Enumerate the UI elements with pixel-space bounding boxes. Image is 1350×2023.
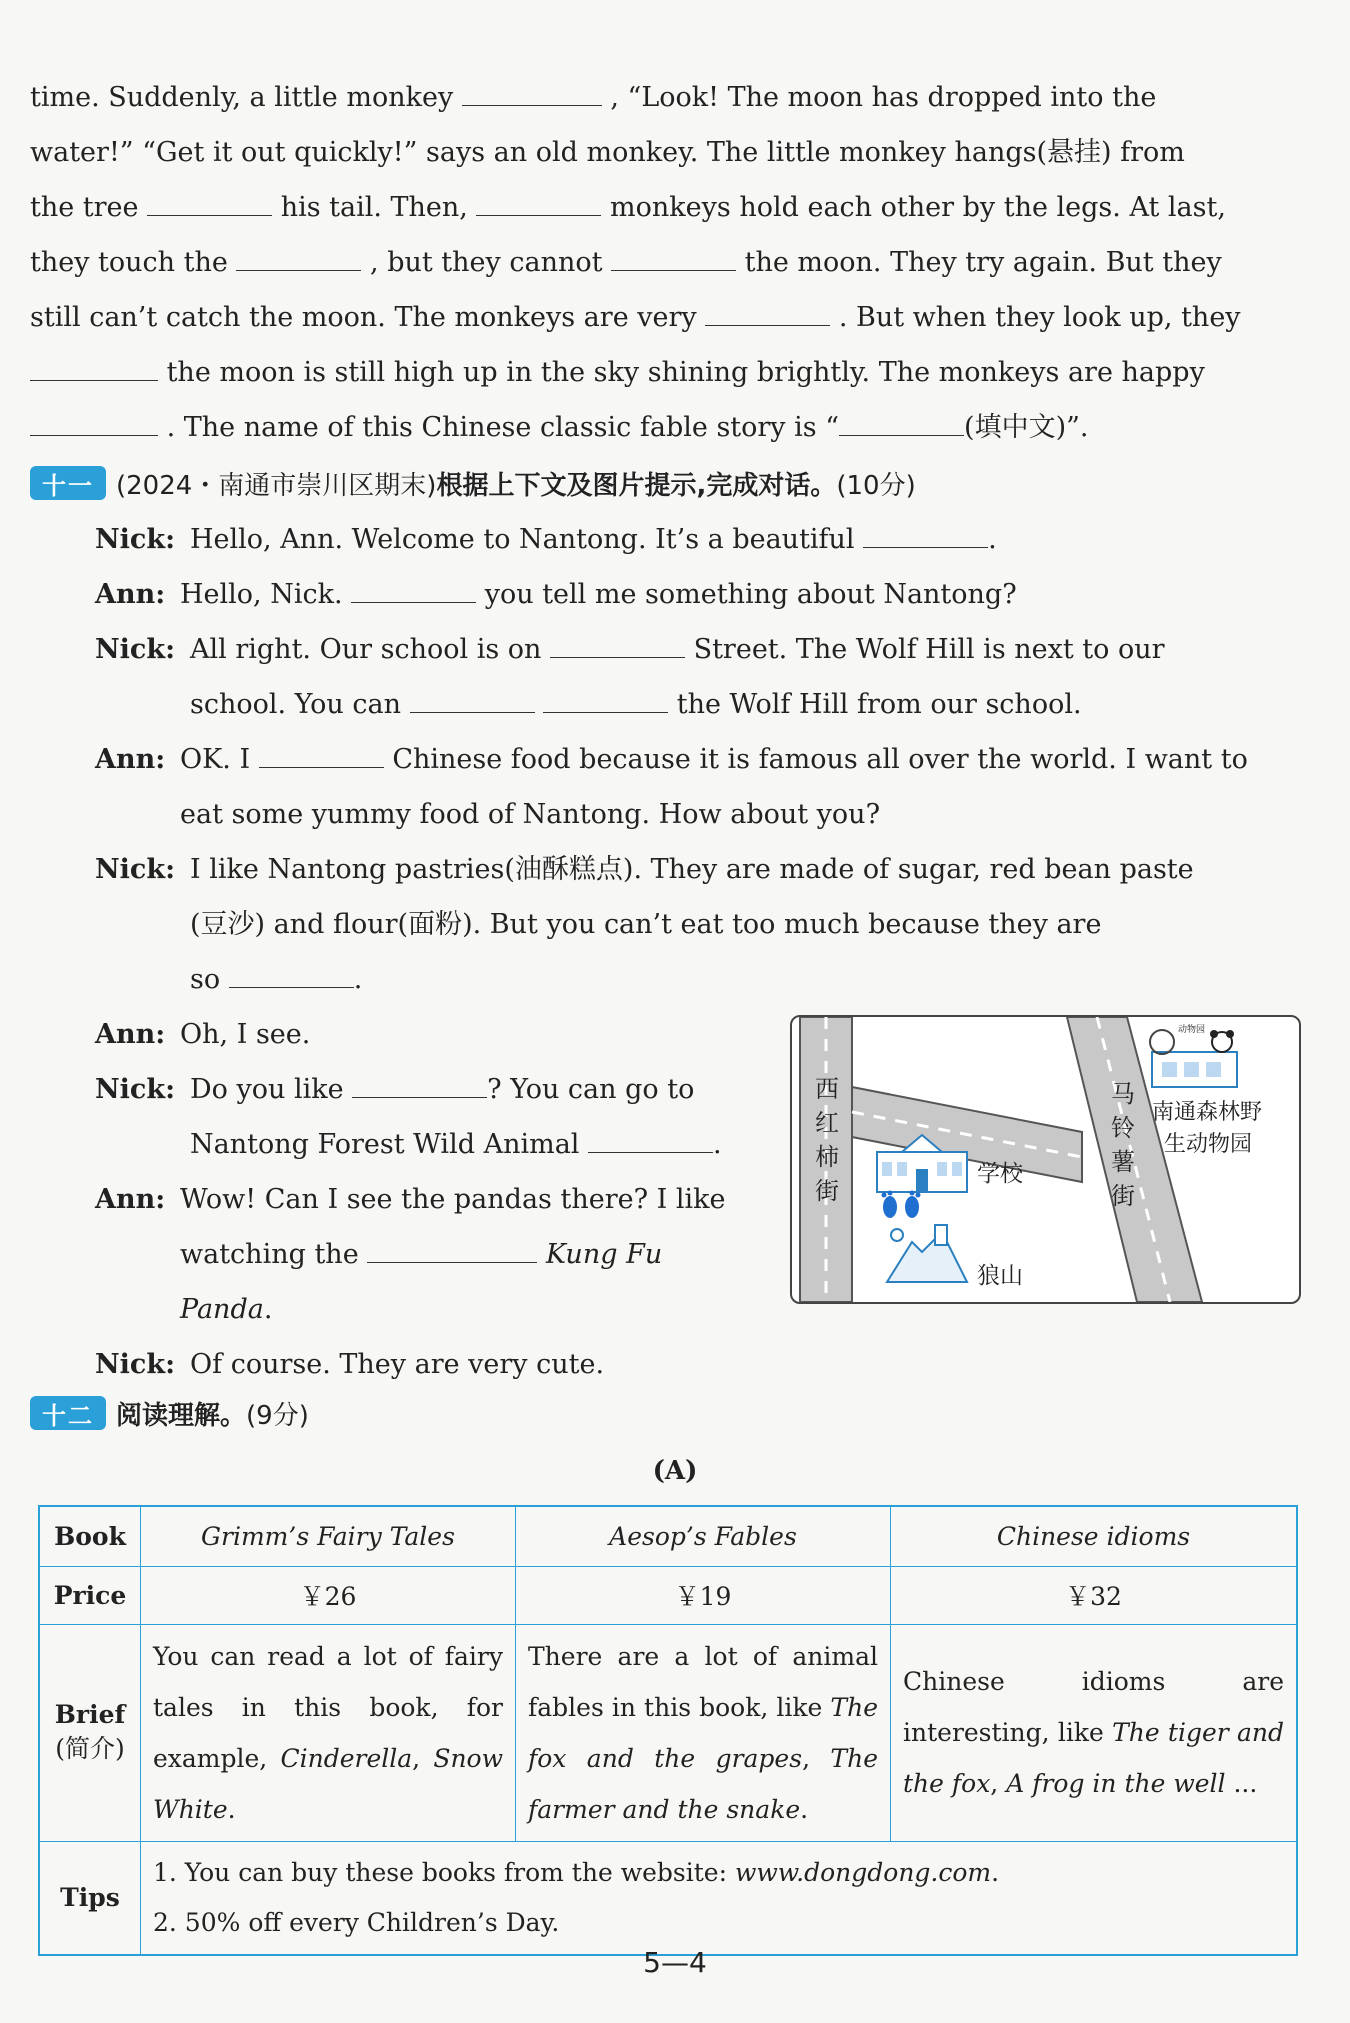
speaker-label: Ann: <box>95 1019 166 1050</box>
dialog-line: Ann: Oh, I see. <box>95 1007 1300 1062</box>
answer-blank[interactable] <box>863 521 988 548</box>
speaker-label: Nick: <box>95 854 176 885</box>
table-cell: There are a lot of animal fables in this book, like The fox and the grapes, The farmer and the snake. <box>516 1624 891 1841</box>
section-title: 阅读理解。(9分) <box>116 1400 309 1431</box>
books-table <box>38 1505 1298 1956</box>
answer-blank[interactable] <box>543 686 668 713</box>
passage-text: the tree <box>30 192 148 223</box>
map-roads <box>792 1017 1299 1302</box>
answer-blank[interactable] <box>839 409 964 436</box>
answer-blank[interactable] <box>588 1126 713 1153</box>
dialog-line: Nick: Do you like ? You can go to Nantong Forest Wild Animal . <box>95 1062 1300 1172</box>
passage-text: , “Look! The moon has dropped into the <box>601 82 1157 113</box>
speaker-label: Nick: <box>95 1074 176 1105</box>
answer-blank[interactable] <box>147 189 272 216</box>
speaker-label: Nick: <box>95 1349 176 1380</box>
zoo-label: 生动物园 <box>1164 1132 1253 1157</box>
passage-text: they touch the <box>30 247 237 278</box>
passage-text: the moon. They try again. But they <box>736 247 1222 278</box>
zoo-icon <box>1150 1030 1237 1087</box>
speaker-label: Ann: <box>95 1184 166 1215</box>
dialog-line: Ann: OK. I Chinese food because it is famous all over the world. I want to eat some yummy food of Nantong. How about you? <box>95 732 1300 842</box>
street-label-east: 马铃薯街 <box>1111 1080 1135 1210</box>
school-label: 学校 <box>977 1161 1023 1187</box>
passage-text: his tail. Then, <box>272 192 477 223</box>
dialog-line: Ann: Wow! Can I see the pandas there? I like watching the Kung Fu Panda. <box>95 1172 1300 1337</box>
row-header: Brief (简介) <box>39 1624 141 1841</box>
answer-blank[interactable] <box>352 1071 487 1098</box>
answer-blank[interactable] <box>462 79 602 106</box>
answer-blank[interactable] <box>611 244 736 271</box>
passage-text: the moon is still high up in the sky shining brightly. The monkeys are happy <box>158 357 1205 388</box>
section-12-header <box>30 1393 309 1433</box>
section-number-badge: 十一 <box>30 466 106 500</box>
table-row <box>39 1624 1297 1841</box>
section-number-badge: 十二 <box>30 1396 106 1430</box>
table-row <box>39 1841 1297 1955</box>
answer-blank[interactable] <box>30 409 158 436</box>
answer-blank[interactable] <box>410 686 535 713</box>
table-cell: Chinese idioms are interesting, like The tiger and the fox, A frog in the well ... <box>891 1624 1298 1841</box>
story-passage <box>30 70 1298 455</box>
table-cell: Chinese idioms <box>891 1506 1298 1566</box>
dialog-line: Nick: All right. Our school is on Street. The Wolf Hill is next to our school. You can the Wolf Hill from our school. <box>95 622 1300 732</box>
street-label-west: 西红柿街 <box>815 1075 839 1205</box>
table-cell: ￥32 <box>891 1566 1298 1624</box>
answer-blank[interactable] <box>351 576 476 603</box>
dialog-line: Nick: Hello, Ann. Welcome to Nantong. It’s a beautiful . <box>95 512 1300 567</box>
answer-blank[interactable] <box>30 354 158 381</box>
dialog-line: Nick: I like Nantong pastries(油酥糕点). They are made of sugar, red bean paste (豆沙) and flour(面粉). But you can’t eat too much because they are so . <box>95 842 1300 1007</box>
street-map <box>790 1015 1301 1304</box>
answer-blank[interactable] <box>236 244 361 271</box>
passage-text: time. Suddenly, a little monkey <box>30 82 462 113</box>
passage-text: monkeys hold each other by the legs. At last, <box>601 192 1226 223</box>
passage-text: water!” “Get it out quickly!” says an old monkey. The little monkey hangs(悬挂) from <box>30 137 1185 168</box>
hill-label: 狼山 <box>977 1263 1023 1289</box>
table-cell: You can read a lot of fairy tales in this book, for example, Cinderella, Snow White. <box>141 1624 516 1841</box>
footprints-icon <box>882 1191 921 1219</box>
answer-blank[interactable] <box>367 1236 537 1263</box>
speaker-label: Nick: <box>95 524 176 555</box>
answer-blank[interactable] <box>550 631 685 658</box>
zoo-sign: 动物园 <box>1178 1025 1206 1035</box>
passage-text: (填中文)”. <box>964 412 1089 443</box>
answer-blank[interactable] <box>259 741 384 768</box>
speaker-label: Nick: <box>95 634 176 665</box>
row-header: Tips <box>39 1841 141 1955</box>
answer-blank[interactable] <box>476 189 601 216</box>
table-cell: Aesop’s Fables <box>516 1506 891 1566</box>
answer-blank[interactable] <box>229 961 354 988</box>
section-11-header <box>30 463 916 503</box>
speaker-label: Ann: <box>95 579 166 610</box>
dialog-line: Ann: Hello, Nick. you tell me something about Nantong? <box>95 567 1300 622</box>
page-number: 5—4 <box>643 1946 707 1979</box>
passage-text: . But when they look up, they <box>830 302 1241 333</box>
section-title: (2024・南通市崇川区期末)根据上下文及图片提示,完成对话。(10分) <box>116 470 916 501</box>
passage-text: still can’t catch the moon. The monkeys are very <box>30 302 706 333</box>
speaker-label: Ann: <box>95 744 166 775</box>
passage-a-caption: (A) <box>652 1456 698 1486</box>
zoo-label: 南通森林野 <box>1152 1100 1263 1125</box>
row-header: Book <box>39 1506 141 1566</box>
answer-blank[interactable] <box>705 299 830 326</box>
passage-text: , but they cannot <box>361 247 612 278</box>
table-cell: Grimm’s Fairy Tales <box>141 1506 516 1566</box>
table-row <box>39 1566 1297 1624</box>
table-cell: 1. You can buy these books from the website: www.dongdong.com. 2. 50% off every Children’s Day. <box>141 1841 1298 1955</box>
table-row <box>39 1506 1297 1566</box>
wolf-hill-icon <box>887 1225 967 1282</box>
table-cell: ￥19 <box>516 1566 891 1624</box>
table-cell: ￥26 <box>141 1566 516 1624</box>
dialog-line: Nick: Of course. They are very cute. <box>95 1337 1300 1392</box>
passage-text: . The name of this Chinese classic fable story is “ <box>158 412 840 443</box>
row-header: Price <box>39 1566 141 1624</box>
